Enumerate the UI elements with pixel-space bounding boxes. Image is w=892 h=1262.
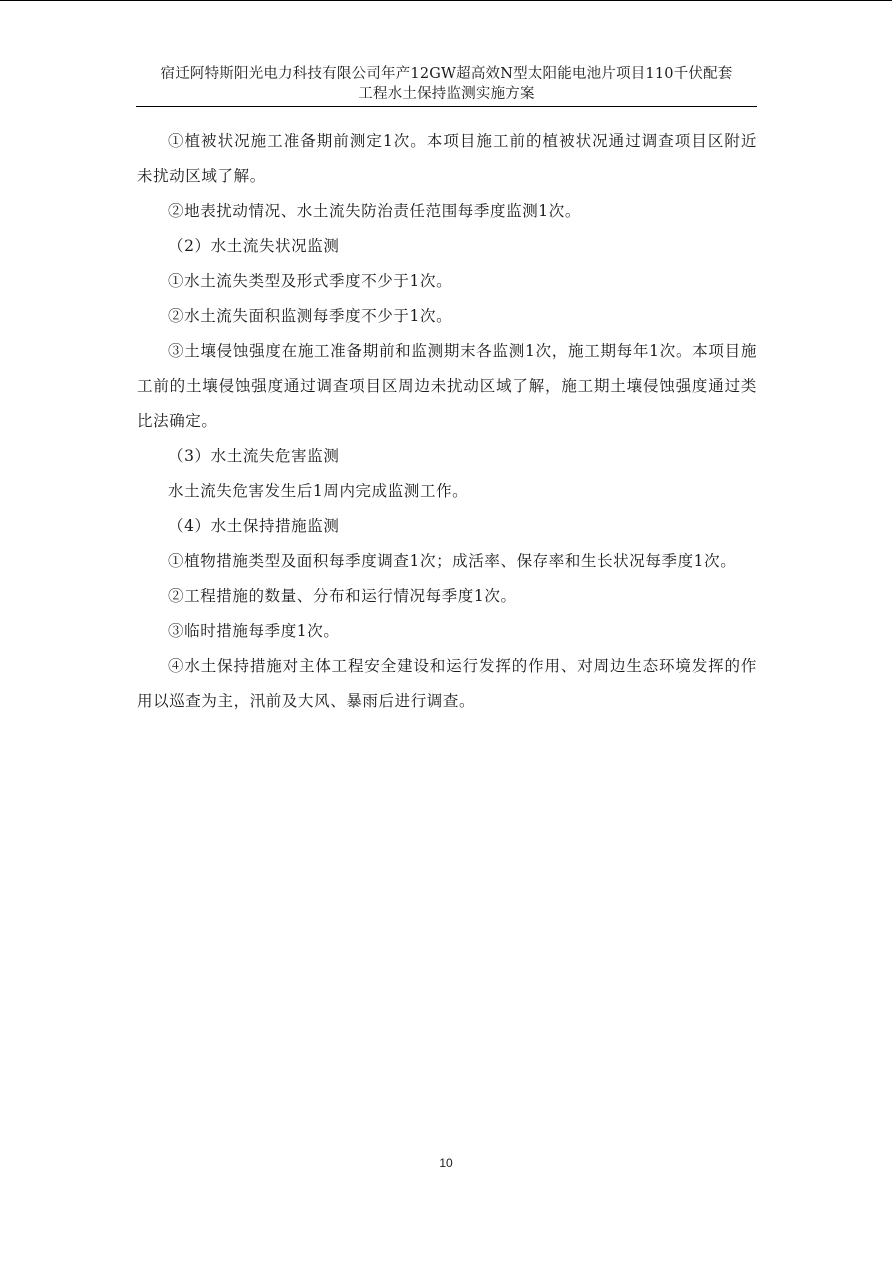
page-number: 10: [439, 1156, 453, 1170]
paragraph-engineering-measures: ②工程措施的数量、分布和运行情况每季度1次。: [168, 587, 517, 605]
section-heading-soil-loss-status: （2）水土流失状况监测: [168, 237, 340, 255]
header-title-line-1: 宿迁阿特斯阳光电力科技有限公司年产12GW超高效N型太阳能电池片项目110千伏配套: [160, 66, 733, 82]
header-title-line-2: 工程水土保持监测实施方案: [358, 86, 535, 102]
section-heading-conservation-measures: （4）水土保持措施监测: [168, 517, 340, 535]
paragraph-vegetation: ①植被状况施工准备期前测定1次。本项目施工前的植被状况通过调查项目区附近未扰动区域了解。: [137, 132, 757, 185]
paragraph-plant-measures: ①植物措施类型及面积每季度调查1次；成活率、保存率和生长状况每季度1次。: [168, 552, 737, 570]
paragraph-measure-effects: ④水土保持措施对主体工程安全建设和运行发挥的作用、对周边生态环境发挥的作用以巡查为主，汛前及大风、暴雨后进行调查。: [137, 657, 757, 710]
header-rule: [136, 106, 757, 107]
paragraph-erosion-intensity: ③土壤侵蚀强度在施工准备期前和监测期末各监测1次，施工期每年1次。本项目施工前的土壤侵蚀强度通过调查项目区周边未扰动区域了解，施工期土壤侵蚀强度通过类比法确定。: [137, 342, 757, 430]
document-body: [137, 124, 757, 719]
page-header: [136, 64, 757, 104]
paragraph-surface-disturbance: ②地表扰动情况、水土流失防治责任范围每季度监测1次。: [168, 202, 581, 220]
page-top-border: [0, 0, 892, 1]
section-heading-soil-loss-hazard: （3）水土流失危害监测: [168, 447, 340, 465]
paragraph-temporary-measures: ③临时措施每季度1次。: [168, 622, 340, 640]
paragraph-hazard-monitoring: 水土流失危害发生后1周内完成监测工作。: [168, 482, 469, 500]
paragraph-loss-area: ②水土流失面积监测每季度不少于1次。: [168, 307, 453, 325]
paragraph-loss-type: ①水土流失类型及形式季度不少于1次。: [168, 272, 453, 290]
